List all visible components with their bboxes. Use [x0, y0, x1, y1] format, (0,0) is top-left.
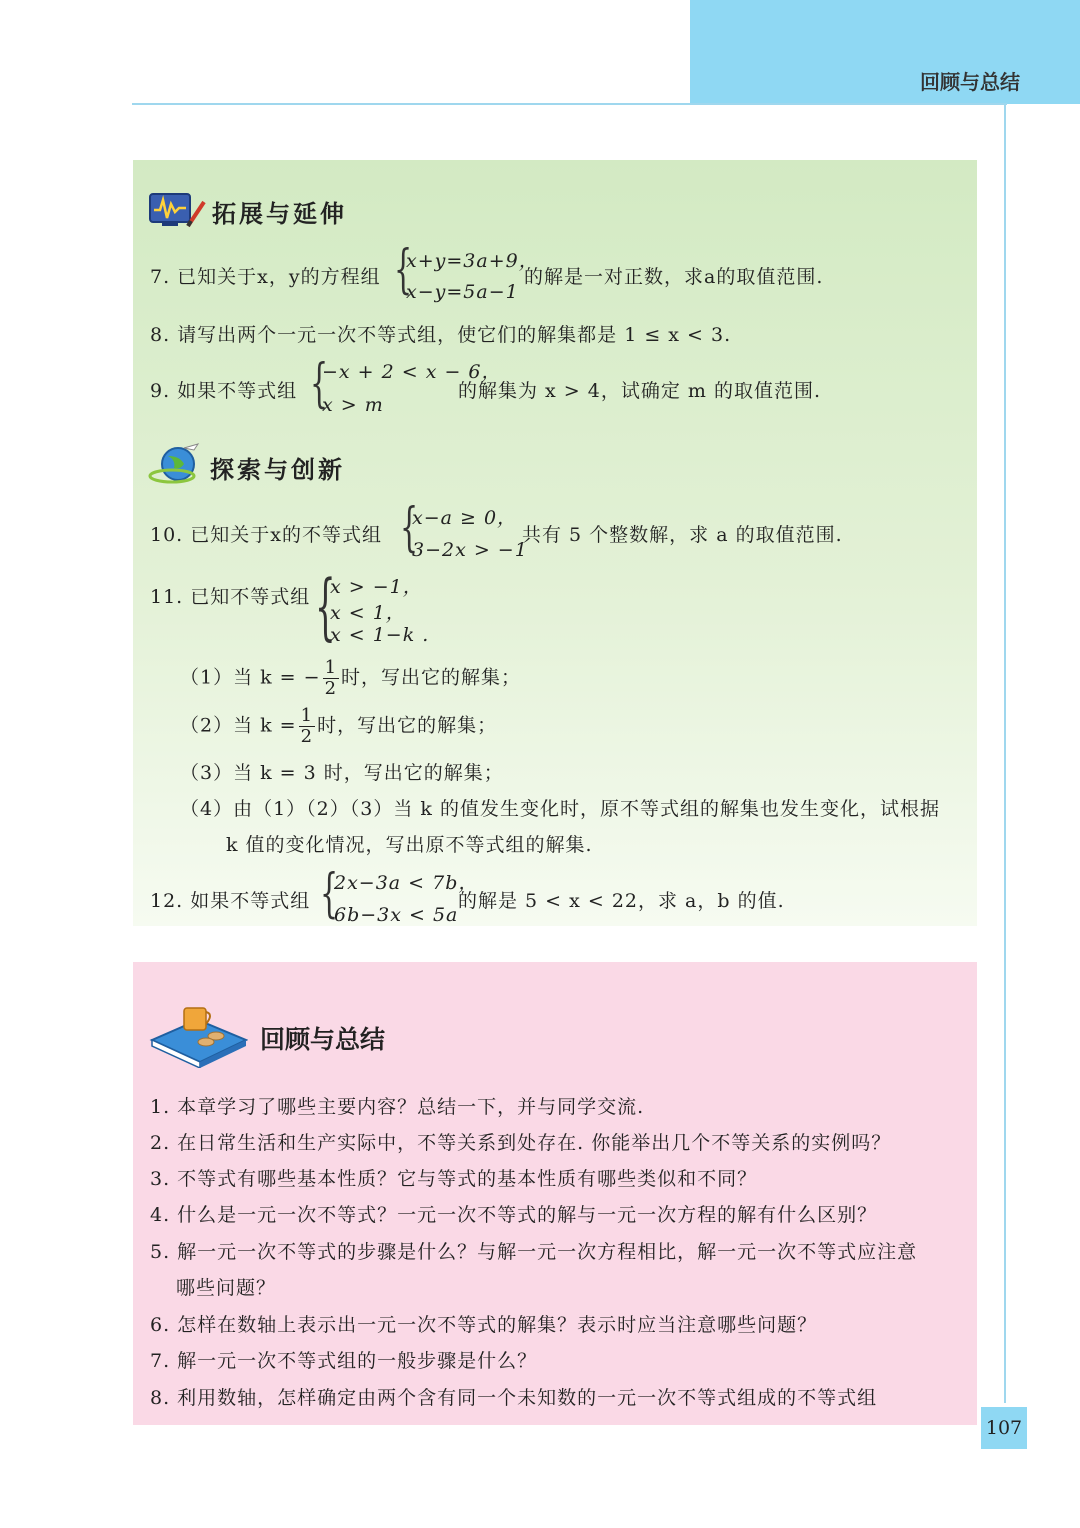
q10-eq1: x−a ≥ 0，	[412, 507, 518, 529]
q10-brace: {	[400, 498, 419, 558]
review-item: 4. 什么是一元一次不等式？一元一次不等式的解与一元一次方程的解有什么区别？	[150, 1204, 878, 1226]
q12-prefix: 12. 如果不等式组	[150, 890, 311, 912]
q11-prefix: 11. 已知不等式组	[150, 586, 311, 608]
book-cup-icon	[148, 990, 248, 1068]
header-title: 回顾与总结	[920, 70, 1020, 94]
section-title-explore: 探索与创新	[210, 456, 345, 484]
q11-part1	[180, 658, 521, 699]
q7-eq2: x−y=5a−1	[406, 281, 519, 303]
q11-eq1: x > −1，	[330, 576, 423, 598]
page-number: 107	[981, 1407, 1027, 1449]
q11-eq2: x < 1，	[330, 602, 406, 624]
q9-brace: {	[310, 354, 329, 414]
q12-eq2: 6b−3x < 5a	[334, 904, 459, 926]
review-item: 6. 怎样在数轴上表示出一元一次不等式的解集？表示时应当注意哪些问题？	[150, 1314, 818, 1336]
q9-prefix: 9. 如果不等式组	[150, 380, 298, 402]
q7-eq1: x+y=3a+9，	[406, 250, 539, 272]
section-title-expand: 拓展与延伸	[212, 200, 347, 228]
q9-suffix: 的解集为 x > 4，试确定 m 的取值范围.	[458, 380, 821, 402]
monitor-pen-icon	[148, 188, 206, 232]
side-rule	[1004, 103, 1006, 1403]
review-item: 2. 在日常生活和生产实际中，不等关系到处存在. 你能举出几个不等关系的实例吗？	[150, 1132, 892, 1154]
q8-text: 8. 请写出两个一元一次不等式组，使它们的解集都是 1 ≤ x < 3.	[150, 324, 732, 346]
q11-part1-prefix: （1）当 k = −	[180, 666, 321, 689]
q11-part3: （3）当 k = 3 时，写出它的解集；	[180, 762, 504, 784]
review-item: 7. 解一元一次不等式组的一般步骤是什么？	[150, 1350, 538, 1372]
review-item: 3. 不等式有哪些基本性质？它与等式的基本性质有哪些类似和不同？	[150, 1168, 758, 1190]
q11-part4-line1: （4）由（1）（2）（3）当 k 的值发生变化时，原不等式组的解集也发生变化，试根据	[180, 798, 940, 820]
q11-brace: {	[315, 564, 336, 648]
q10-prefix: 10. 已知关于x的不等式组	[150, 524, 382, 546]
fraction	[323, 658, 339, 699]
q11-part1-suffix: 时，写出它的解集；	[341, 666, 522, 689]
review-item: 1. 本章学习了哪些主要内容？总结一下，并与同学交流.	[150, 1096, 645, 1118]
q11-part4-line2: k 值的变化情况，写出原不等式组的解集.	[226, 834, 593, 856]
header-rule	[132, 103, 1007, 105]
globe-airplane-icon	[148, 440, 204, 484]
q9-eq1: −x + 2 < x − 6，	[322, 361, 502, 383]
review-item: 5. 解一元一次不等式的步骤是什么？与解一元一次方程相比，解一元一次不等式应注意	[150, 1241, 918, 1263]
q11-part2-suffix: 时，写出它的解集；	[317, 714, 498, 737]
q11-eq3: x < 1−k .	[330, 624, 430, 646]
q12-brace: {	[320, 864, 339, 924]
q9-eq2: x > m	[322, 394, 384, 416]
header-band	[690, 0, 1080, 104]
q12-suffix: 的解是 5 < x < 22，求 a，b 的值.	[458, 890, 785, 912]
q7-prefix: 7. 已知关于x，y的方程组	[150, 266, 381, 288]
review-item: 8. 利用数轴，怎样确定由两个含有同一个未知数的一元一次不等式组成的不等式组	[150, 1387, 878, 1409]
q7-suffix: 的解是一对正数，求a的取值范围.	[524, 266, 824, 288]
fraction	[299, 706, 315, 747]
fraction-numerator: 1	[324, 657, 338, 678]
fraction-denominator: 2	[300, 726, 314, 747]
fraction-numerator: 1	[300, 705, 314, 726]
q10-suffix: 共有 5 个整数解，求 a 的取值范围.	[522, 524, 843, 546]
q11-part2-prefix: （2）当 k =	[180, 714, 297, 737]
review-title: 回顾与总结	[260, 1025, 386, 1054]
q7-brace: {	[394, 240, 413, 300]
fraction-denominator: 2	[324, 678, 338, 699]
review-item-continuation: 哪些问题？	[176, 1277, 277, 1299]
q10-eq2: 3−2x > −1	[412, 539, 528, 561]
q12-eq1: 2x−3a < 7b，	[334, 872, 479, 894]
q11-part2	[180, 706, 497, 747]
